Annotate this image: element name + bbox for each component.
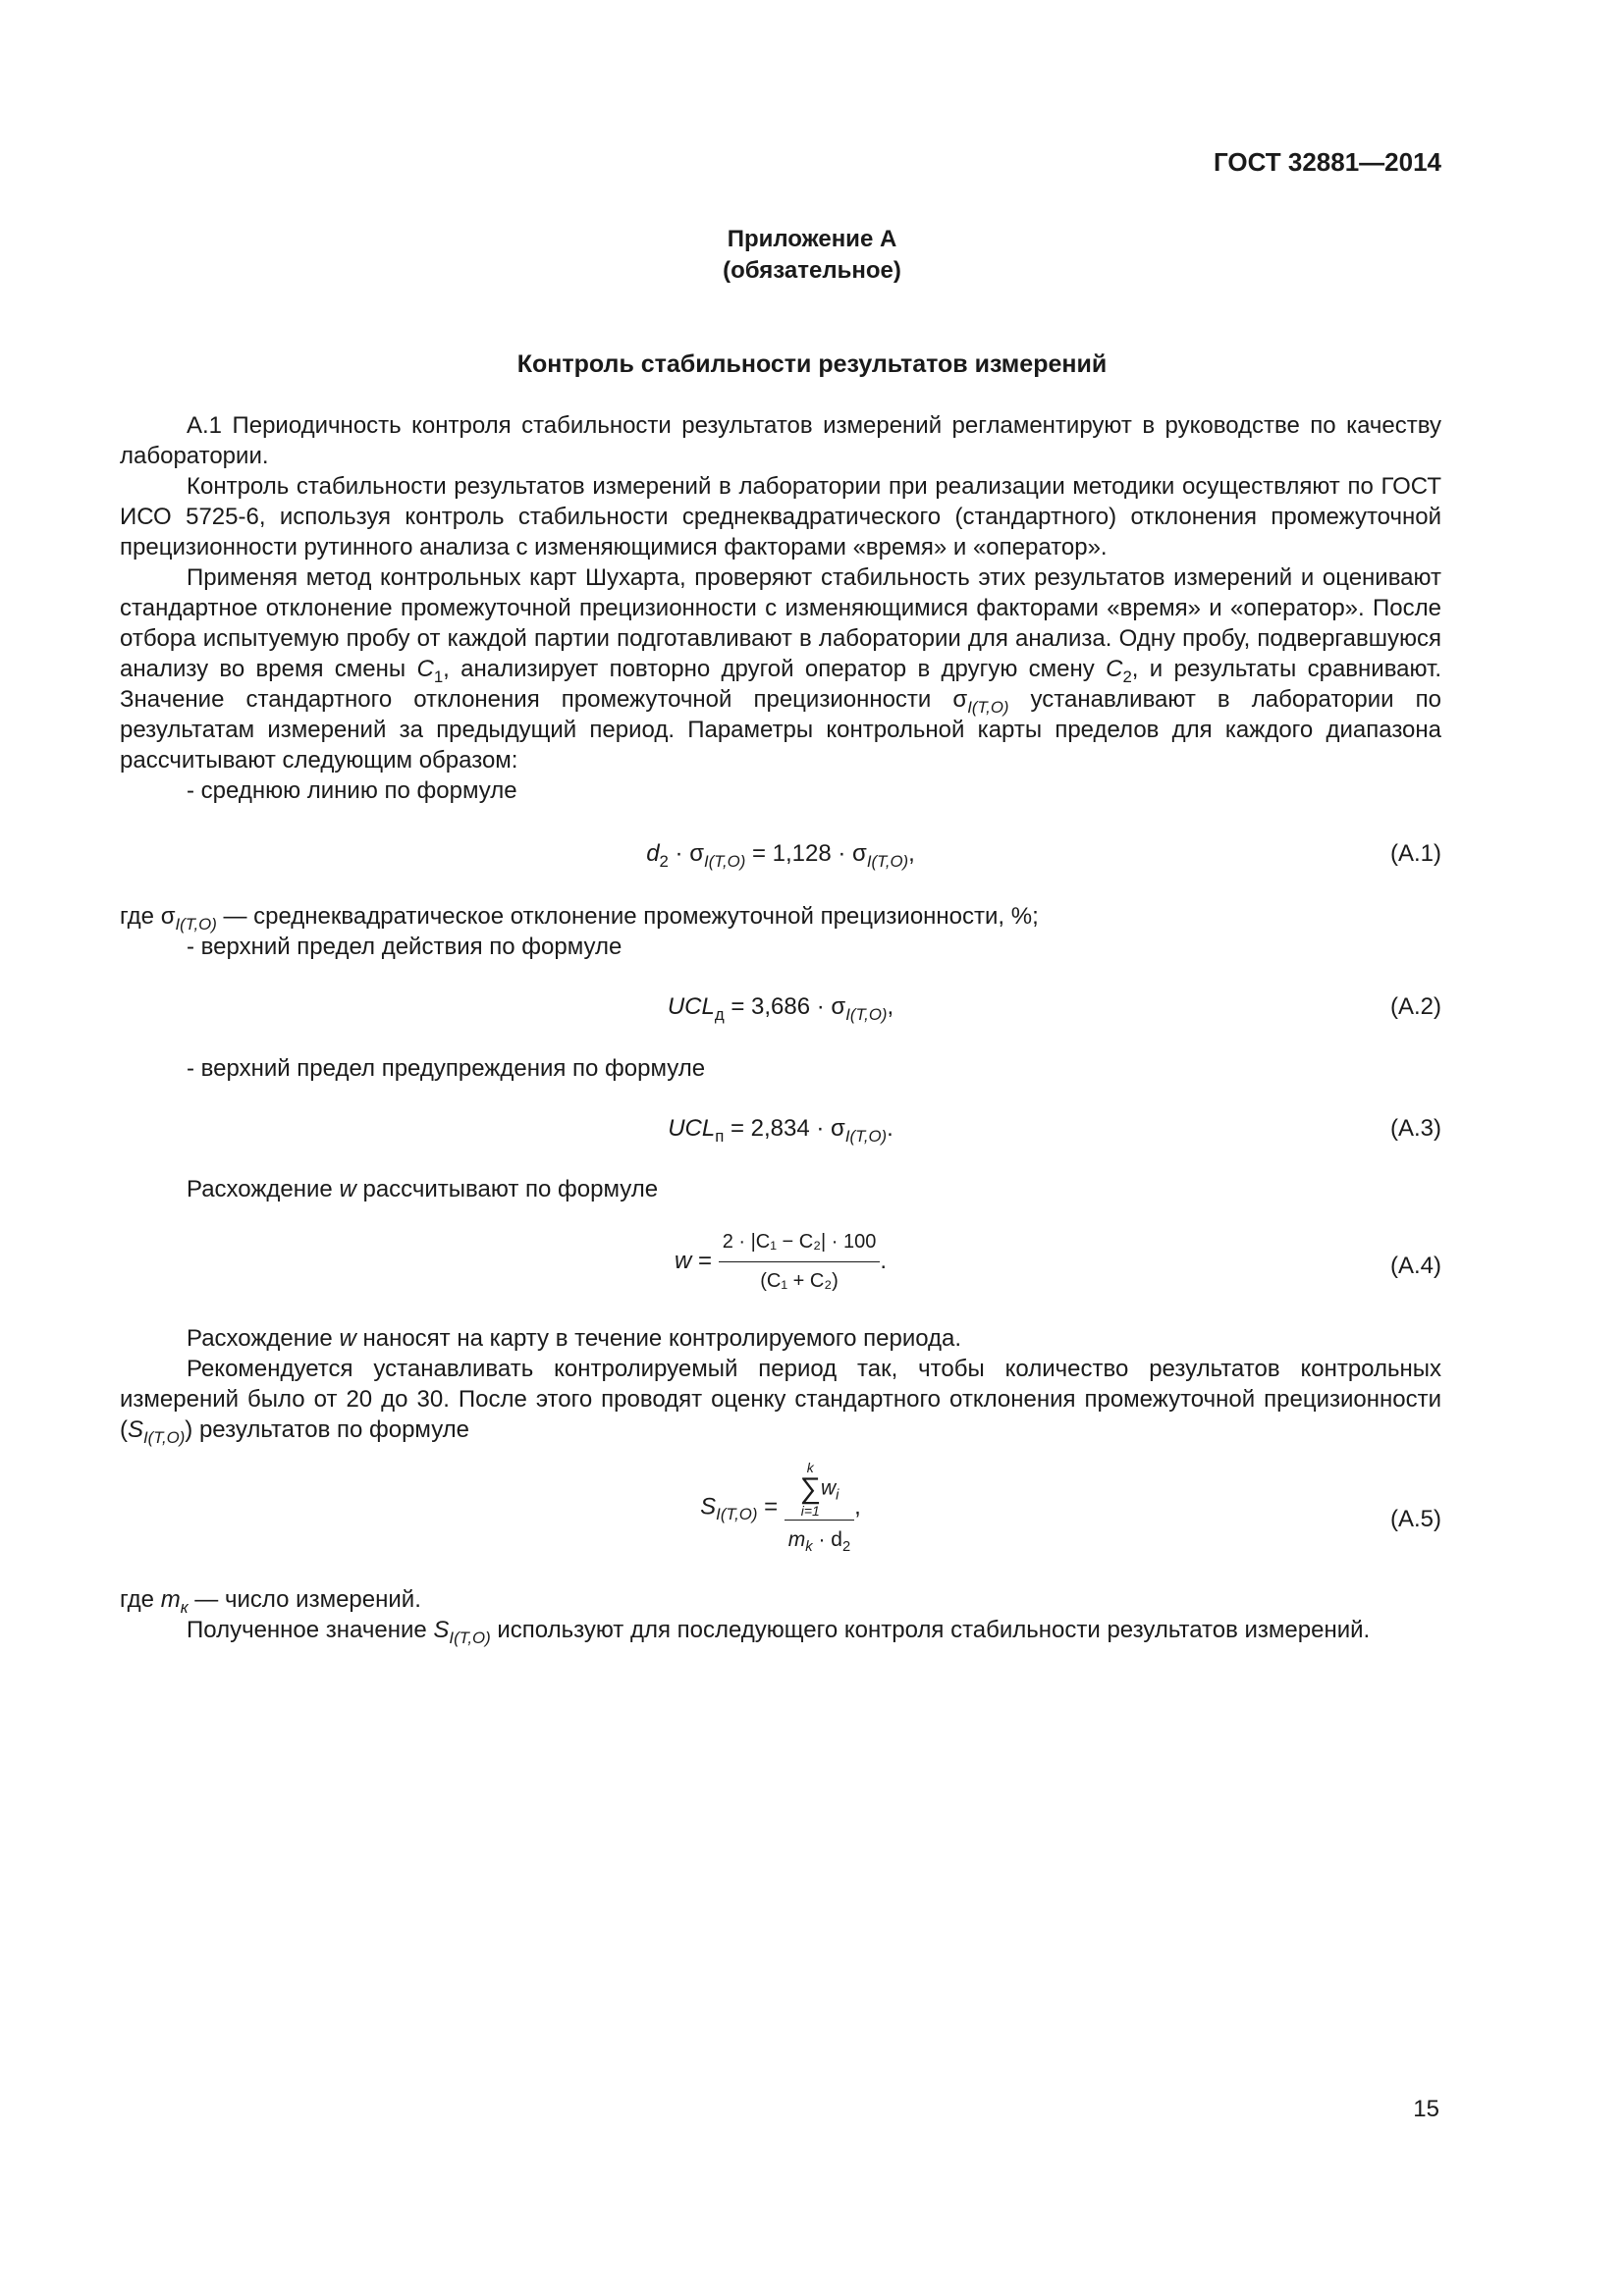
body-text-2 [120,901,1441,962]
paragraph-divergence-chart: Расхождение w наносят на карту в течение контролируемого периода. [187,1325,962,1352]
paragraph-final: Полученное значение $S_{I(T,O)}$ используют для последующего контроля стабильности результатов измерений. [187,1617,1371,1647]
list-item-centerline: - среднюю линию по формуле [187,777,517,804]
formula-a2 [120,991,1441,1031]
list-item-action-limit: - верхний предел действия по формуле [187,934,623,960]
where-sigma: где $\sigma_{I(T,O)}$ — среднеквадратическое отклонение промежуточной прецизионности, %; [120,903,1039,934]
formula-a1 [120,838,1441,878]
formula-a1-number: (А.1) [1389,840,1441,867]
formula-a5-expression: $S_{I(T,O)}$ = k ∑ i=1 $w_i$ $m_k \cdot d_2$ , [700,1460,861,1556]
paragraph-control-period: Рекомендуется устанавливать контролируемый период так, чтобы количество результатов контрольных измерений было от 20 до 30. После этого проводят оценку стандартного отклонения промежуточной прецизионности $(S_{I(T,O)})$ результатов по формуле [120,1356,1441,1447]
formula-a5 [120,1461,1441,1578]
formula-a5-fraction: k ∑ i=1 $w_i$ $m_k \cdot d_2$ [785,1461,854,1555]
body-text-5 [120,1323,1441,1445]
body-text-3 [120,1053,1441,1084]
paragraph-divergence-formula: Расхождение w рассчитывают по формуле [187,1176,659,1202]
formula-a4-fraction: $\frac{\text{2 · |C₁ − C₂| · 100}}{\text{(C₁ + C₂)}}$ [719,1227,881,1297]
formula-a4 [120,1227,1441,1306]
body-text-4 [120,1174,1441,1204]
formula-a4-number: (А.4) [1389,1253,1441,1279]
formula-a5-number: (А.5) [1389,1506,1441,1532]
appendix-status: (обязательное) [723,257,901,284]
formula-a4-expression: w = $\frac{\text{2 · |C₁ − C₂| · 100}}{\text{(C₁ + C₂)}}$ . [120,1227,1441,1297]
page-number: 15 [1413,2096,1439,2122]
paragraph-shewhart: Применяя метод контрольных карт Шухарта, проверяют стабильность этих результатов измерений и оценивают стандартное отклонение промежуточной прецизионности с изменяющимися факторами «время» и «оператор». После отбора испытуемую пробу от каждой партии подготавливают в лаборатории для анализа. Одну пробу, подвергавшуюся анализу во время смены $C_1$, анализирует повторно другой оператор в другую смену $C_2$, и результаты сравнивают. Значение стандартного отклонения промежуточной прецизионности $\sigma_{I(T,O)}$ устанавливают в лаборатории по результатам измерений за предыдущий период. Параметры контрольной карты пределов для каждого диапазона рассчитывают следующим образом: [120,564,1441,774]
formula-a1-expression: $d_2 \cdot \sigma_{I(T,O)} = 1,128 \cdot \sigma_{I(T,O)}$, [646,840,915,871]
appendix-label: Приложение А [727,226,897,252]
body-text [120,410,1441,806]
document-header: ГОСТ 32881—2014 [1214,147,1441,177]
formula-a3-number: (А.3) [1389,1115,1441,1142]
body-text-6 [120,1584,1441,1645]
paragraph-control: Контроль стабильности результатов измерений в лаборатории при реализации методики осуществляют по ГОСТ ИСО 5725-6, используя контроль стабильности среднеквадратического (стандартного) отклонения промежуточной прецизионности рутинного анализа с изменяющимися факторами «время» и «оператор». [120,473,1441,561]
section-title: Контроль стабильности результатов измерений [516,350,1108,378]
list-item-warning-limit: - верхний предел предупреждения по формуле [187,1055,706,1082]
formula-a2-number: (А.2) [1389,993,1441,1020]
paragraph-a1: А.1 Периодичность контроля стабильности результатов измерений регламентируют в руководстве по качеству лаборатории. [120,412,1441,469]
formula-a3 [120,1113,1441,1152]
formula-a3-expression: $UCL_п = 2,834 \cdot \sigma_{I(T,O)}$. [668,1115,893,1146]
formula-a2-expression: $UCL_д = 3,686 \cdot \sigma_{I(T,O)}$, [667,993,894,1024]
where-m: где $m_к$ — число измерений. [120,1586,421,1617]
